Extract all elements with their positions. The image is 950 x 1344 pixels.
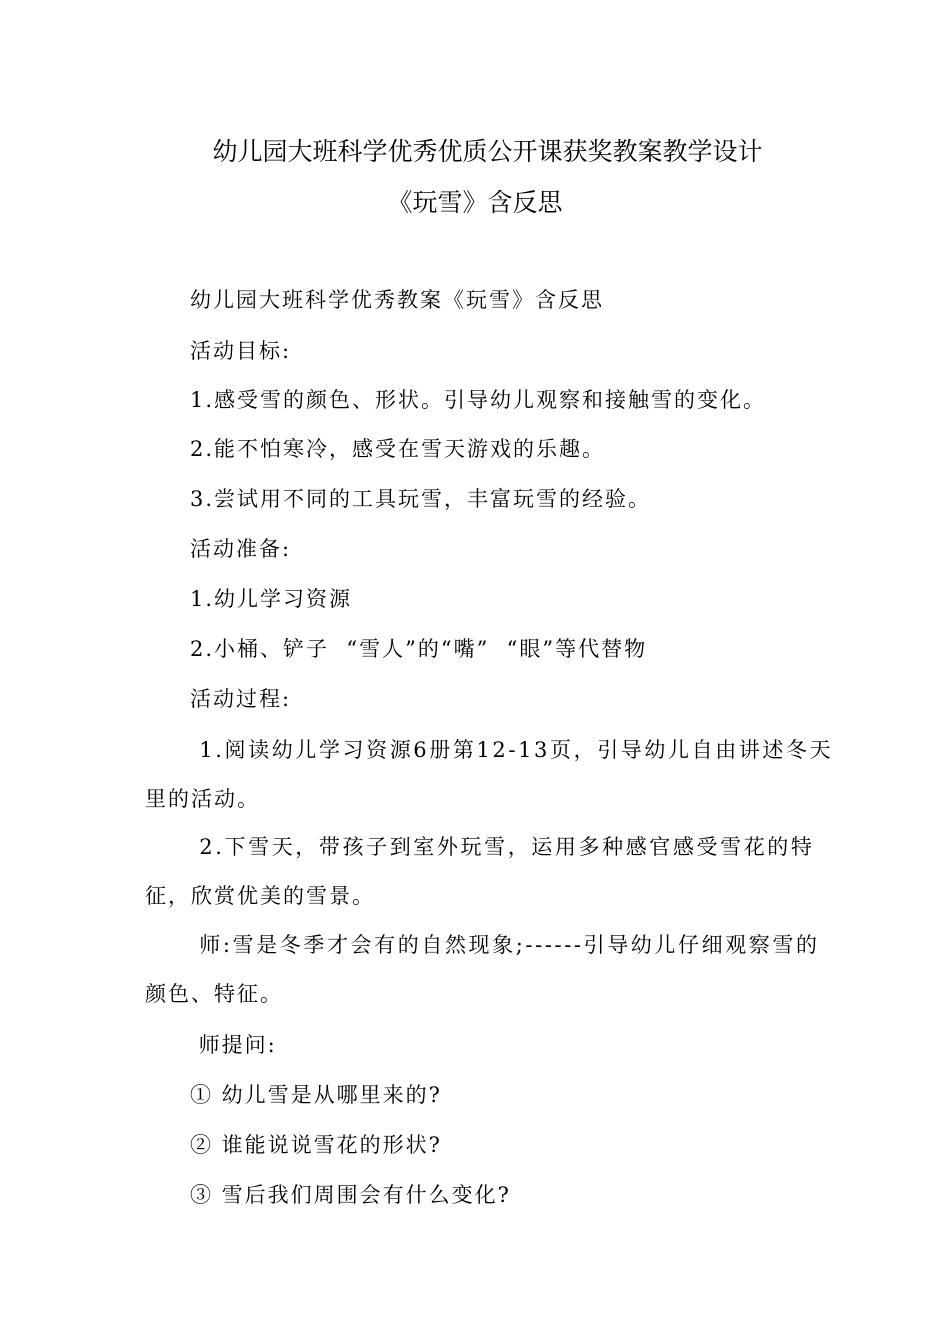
process-step-1: 1.阅读幼儿学习资源6册第12-13页，引导幼儿自由讲述冬天 bbox=[190, 738, 834, 762]
document-subtitle: 《玩雪》含反思 bbox=[387, 188, 563, 217]
heading-preparation: 活动准备: bbox=[190, 537, 292, 561]
question-item: ③ 雪后我们周围会有什么变化? bbox=[190, 1183, 511, 1207]
questions-heading: 师提问: bbox=[190, 1033, 277, 1057]
question-item: ② 谁能说说雪花的形状? bbox=[190, 1133, 442, 1157]
heading-objectives: 活动目标: bbox=[190, 339, 292, 363]
process-step-1-continued: 里的活动。 bbox=[145, 787, 260, 811]
process-step-2-continued: 征，欣赏优美的雪景。 bbox=[145, 884, 375, 908]
paragraph-intro: 幼儿园大班科学优秀教案《玩雪》含反思 bbox=[190, 288, 604, 312]
heading-process: 活动过程: bbox=[190, 687, 292, 711]
question-item: ① 幼儿雪是从哪里来的? bbox=[190, 1083, 442, 1107]
teacher-note-continued: 颜色、特征。 bbox=[145, 982, 283, 1006]
objective-item: 1.感受雪的颜色、形状。引导幼儿观察和接触雪的变化。 bbox=[190, 388, 767, 412]
objective-item: 2.能不怕寒冷，感受在雪天游戏的乐趣。 bbox=[190, 437, 606, 461]
process-step-2: 2.下雪天，带孩子到室外玩雪，运用多种感官感受雪花的特 bbox=[190, 835, 815, 859]
document-title: 幼儿园大班科学优秀优质公开课获奖教案教学设计 bbox=[212, 137, 763, 166]
teacher-note: 师:雪是冬季才会有的自然现象;------引导幼儿仔细观察雪的 bbox=[190, 933, 820, 957]
preparation-item: 1.幼儿学习资源 bbox=[190, 587, 353, 611]
preparation-item: 2.小桶、铲子 “雪人”的“嘴” “眼”等代替物 bbox=[190, 637, 648, 661]
objective-item: 3.尝试用不同的工具玩雪，丰富玩雪的经验。 bbox=[190, 487, 652, 511]
